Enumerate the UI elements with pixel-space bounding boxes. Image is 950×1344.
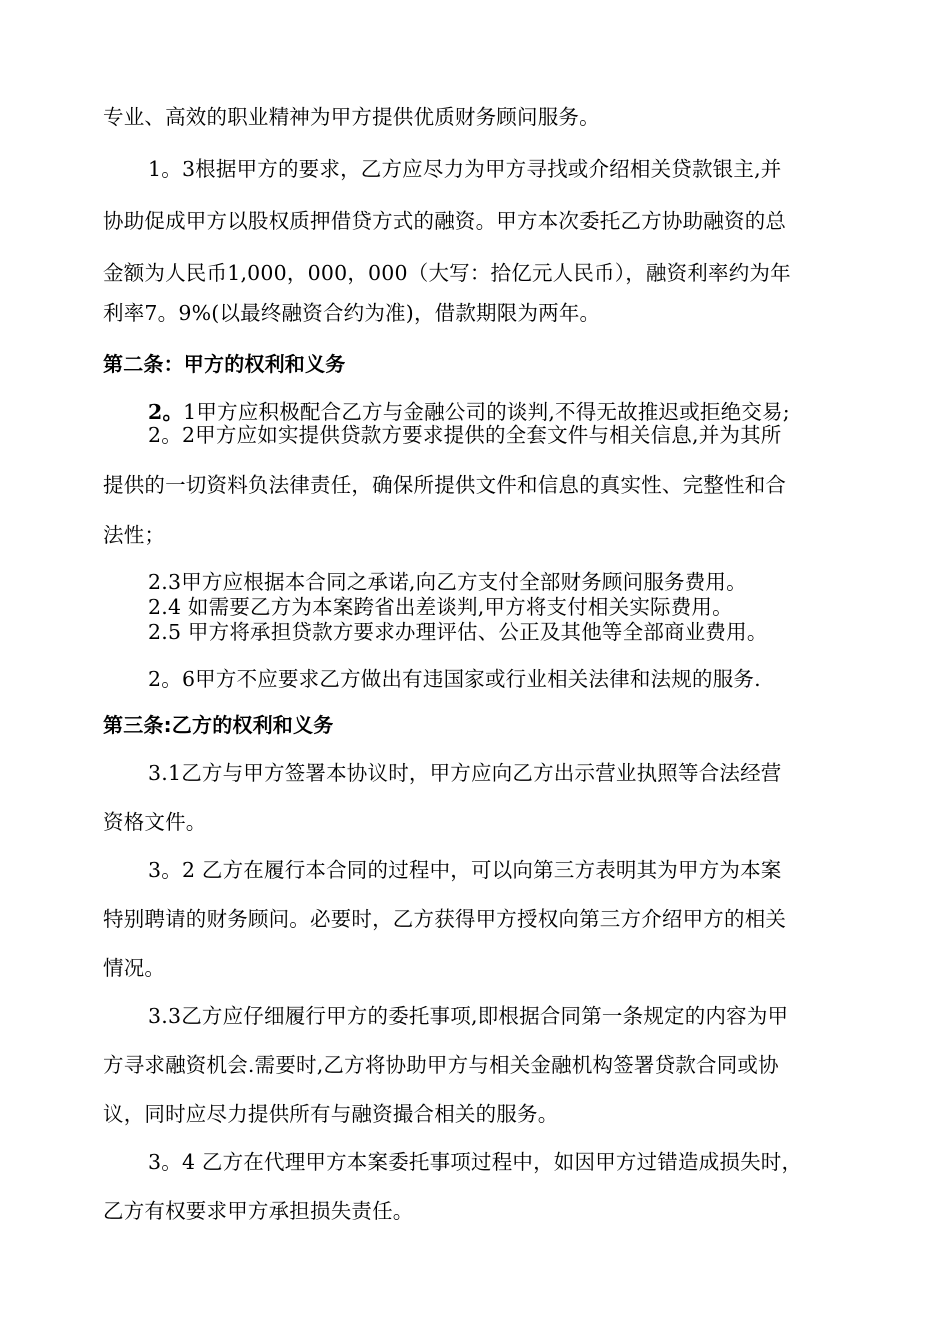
paragraph-line: 资格文件。 bbox=[103, 810, 207, 834]
paragraph-line: 协助促成甲方以股权质押借贷方式的融资。甲方本次委托乙方协助融资的总 bbox=[103, 209, 787, 233]
clause-text: 1甲方应积极配合乙方与金融公司的谈判,不得无故推迟或拒绝交易; bbox=[183, 400, 790, 424]
clause-3-3: 3.3乙方应仔细履行甲方的委托事项,即根据合同第一条规定的内容为甲 bbox=[148, 1004, 789, 1028]
clause-2-6: 2。6甲方不应要求乙方做出有违国家或行业相关法律和法规的服务. bbox=[148, 667, 761, 691]
clause-3-1: 3.1乙方与甲方签署本协议时，甲方应向乙方出示营业执照等合法经营 bbox=[148, 761, 782, 785]
clause-2-3: 2.3甲方应根据本合同之承诺,向乙方支付全部财务顾问服务费用。 bbox=[148, 570, 747, 594]
section-heading-2: 第二条：甲方的权利和义务 bbox=[103, 352, 346, 376]
clause-3-2: 3。2 乙方在履行本合同的过程中，可以向第三方表明其为甲方为本案 bbox=[148, 858, 782, 882]
paragraph-line: 方寻求融资机会.需要时,乙方将协助甲方与相关金融机构签署贷款合同或协 bbox=[103, 1053, 779, 1077]
clause-2-2: 2。2甲方应如实提供贷款方要求提供的全套文件与相关信息,并为其所 bbox=[148, 423, 782, 447]
paragraph-line: 法性； bbox=[103, 523, 166, 547]
clause-1-3: 1。3根据甲方的要求，乙方应尽力为甲方寻找或介绍相关贷款银主,并 bbox=[148, 157, 782, 181]
paragraph-line: 利率7。9%(以最终融资合约为准)，借款期限为两年。 bbox=[103, 301, 601, 325]
clause-3-4: 3。4 乙方在代理甲方本案委托事项过程中，如因甲方过错造成损失时， bbox=[148, 1150, 803, 1174]
clause-2-5: 2.5 甲方将承担贷款方要求办理评估、公正及其他等全部商业费用。 bbox=[148, 620, 768, 644]
clause-2-4: 2.4 如需要乙方为本案跨省出差谈判,甲方将支付相关实际费用。 bbox=[148, 595, 733, 619]
clause-number: 2。 bbox=[148, 400, 184, 424]
paragraph-line: 金额为人民币1,000，000，000（大写：拾亿元人民币），融资利率约为年 bbox=[103, 261, 791, 285]
paragraph-line: 议，同时应尽力提供所有与融资撮合相关的服务。 bbox=[103, 1102, 559, 1126]
paragraph-line: 特别聘请的财务顾问。必要时，乙方获得甲方授权向第三方介绍甲方的相关 bbox=[103, 907, 787, 931]
paragraph-line: 乙方有权要求甲方承担损失责任。 bbox=[103, 1199, 414, 1223]
paragraph-line: 提供的一切资料负法律责任，确保所提供文件和信息的真实性、完整性和合 bbox=[103, 473, 787, 497]
paragraph-line: 情况。 bbox=[103, 956, 166, 980]
section-heading-3: 第三条:乙方的权利和义务 bbox=[103, 713, 334, 737]
paragraph-line: 专业、高效的职业精神为甲方提供优质财务顾问服务。 bbox=[103, 105, 600, 129]
